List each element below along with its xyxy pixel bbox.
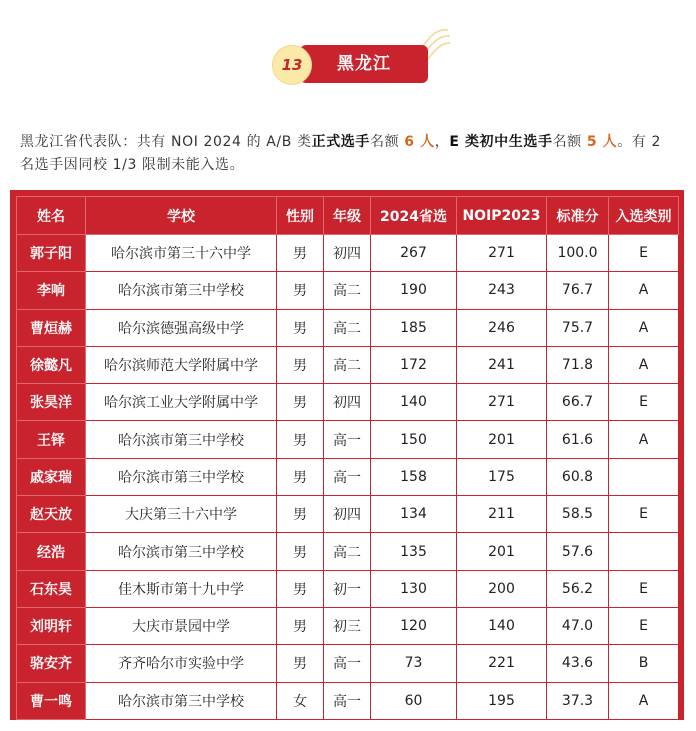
cell-gender: 男 bbox=[277, 346, 324, 383]
cell-name: 骆安齐 bbox=[17, 645, 86, 682]
cell-school: 哈尔滨工业大学附属中学 bbox=[86, 384, 277, 421]
table-row bbox=[17, 309, 679, 346]
cell-grade: 高二 bbox=[324, 346, 371, 383]
cell-provincial-score: 130 bbox=[371, 570, 457, 607]
cell-school: 大庆市景园中学 bbox=[86, 607, 277, 644]
cell-gender: 男 bbox=[277, 309, 324, 346]
cell-noip-score: 271 bbox=[457, 235, 547, 272]
cell-school: 哈尔滨市第三中学校 bbox=[86, 272, 277, 309]
cell-gender: 男 bbox=[277, 496, 324, 533]
cell-noip-score: 175 bbox=[457, 458, 547, 495]
cell-noip-score: 200 bbox=[457, 570, 547, 607]
table-row bbox=[17, 421, 679, 458]
cell-selection-type: A bbox=[609, 272, 679, 309]
cell-noip-score: 246 bbox=[457, 309, 547, 346]
cell-gender: 男 bbox=[277, 384, 324, 421]
cell-school: 哈尔滨市第三十六中学 bbox=[86, 235, 277, 272]
intro-paragraph: 黑龙江省代表队：共有 NOI 2024 的 A/B 类正式选手名额 6 人，E 类初中生选手名额 5 人。有 2 名选手因同校 1/3 限制未能入选。 bbox=[20, 134, 662, 173]
cell-name: 李响 bbox=[17, 272, 86, 309]
header-noip-score: NOIP2023 bbox=[457, 197, 547, 235]
cell-grade: 高一 bbox=[324, 458, 371, 495]
table-row bbox=[17, 496, 679, 533]
header-gender: 性别 bbox=[277, 197, 324, 235]
team-table bbox=[16, 196, 679, 720]
table-row bbox=[17, 272, 679, 309]
cell-noip-score: 241 bbox=[457, 346, 547, 383]
cell-provincial-score: 267 bbox=[371, 235, 457, 272]
cell-standard-score: 76.7 bbox=[547, 272, 609, 309]
cell-selection-type: E bbox=[609, 235, 679, 272]
cell-noip-score: 140 bbox=[457, 607, 547, 644]
cell-gender: 男 bbox=[277, 533, 324, 570]
cell-grade: 初一 bbox=[324, 570, 371, 607]
cell-name: 王铎 bbox=[17, 421, 86, 458]
table-row bbox=[17, 235, 679, 272]
cell-provincial-score: 135 bbox=[371, 533, 457, 570]
cell-provincial-score: 73 bbox=[371, 645, 457, 682]
cell-school: 哈尔滨市第三中学校 bbox=[86, 421, 277, 458]
table-body bbox=[17, 235, 679, 720]
cell-school: 哈尔滨市第三中学校 bbox=[86, 533, 277, 570]
cell-grade: 高一 bbox=[324, 682, 371, 719]
cell-noip-score: 201 bbox=[457, 421, 547, 458]
header-name: 姓名 bbox=[17, 197, 86, 235]
cell-gender: 男 bbox=[277, 570, 324, 607]
cell-gender: 女 bbox=[277, 682, 324, 719]
cell-noip-score: 211 bbox=[457, 496, 547, 533]
cell-gender: 男 bbox=[277, 272, 324, 309]
cell-provincial-score: 190 bbox=[371, 272, 457, 309]
cell-grade: 高一 bbox=[324, 421, 371, 458]
section-number: 13 bbox=[272, 45, 312, 85]
section-title: 黑龙江 bbox=[300, 45, 428, 83]
header-school: 学校 bbox=[86, 197, 277, 235]
cell-selection-type bbox=[609, 458, 679, 495]
cell-school: 哈尔滨德强高级中学 bbox=[86, 309, 277, 346]
table-row bbox=[17, 533, 679, 570]
cell-provincial-score: 60 bbox=[371, 682, 457, 719]
cell-noip-score: 195 bbox=[457, 682, 547, 719]
cell-gender: 男 bbox=[277, 235, 324, 272]
cell-school: 哈尔滨市第三中学校 bbox=[86, 682, 277, 719]
cell-provincial-score: 158 bbox=[371, 458, 457, 495]
cell-gender: 男 bbox=[277, 458, 324, 495]
cell-school: 佳木斯市第十九中学 bbox=[86, 570, 277, 607]
cell-selection-type: A bbox=[609, 346, 679, 383]
cell-gender: 男 bbox=[277, 645, 324, 682]
cell-provincial-score: 150 bbox=[371, 421, 457, 458]
table-row bbox=[17, 645, 679, 682]
cell-grade: 高一 bbox=[324, 645, 371, 682]
cell-name: 戚家瑞 bbox=[17, 458, 86, 495]
cell-name: 曹一鸣 bbox=[17, 682, 86, 719]
cell-noip-score: 221 bbox=[457, 645, 547, 682]
cell-name: 石东昊 bbox=[17, 570, 86, 607]
cell-school: 哈尔滨市第三中学校 bbox=[86, 458, 277, 495]
cell-provincial-score: 172 bbox=[371, 346, 457, 383]
cell-selection-type: A bbox=[609, 682, 679, 719]
table-row bbox=[17, 384, 679, 421]
cell-name: 经浩 bbox=[17, 533, 86, 570]
cell-grade: 初三 bbox=[324, 607, 371, 644]
cell-grade: 高二 bbox=[324, 309, 371, 346]
cell-name: 徐懿凡 bbox=[17, 346, 86, 383]
cell-selection-type bbox=[609, 533, 679, 570]
header-selection-type: 入选类别 bbox=[609, 197, 679, 235]
cell-gender: 男 bbox=[277, 607, 324, 644]
cell-grade: 初四 bbox=[324, 235, 371, 272]
cell-selection-type: E bbox=[609, 384, 679, 421]
cell-provincial-score: 134 bbox=[371, 496, 457, 533]
cell-standard-score: 37.3 bbox=[547, 682, 609, 719]
cell-standard-score: 57.6 bbox=[547, 533, 609, 570]
cell-selection-type: A bbox=[609, 309, 679, 346]
table-row bbox=[17, 570, 679, 607]
cell-school: 哈尔滨师范大学附属中学 bbox=[86, 346, 277, 383]
cell-selection-type: E bbox=[609, 570, 679, 607]
cell-selection-type: E bbox=[609, 607, 679, 644]
cell-school: 大庆第三十六中学 bbox=[86, 496, 277, 533]
table-row bbox=[17, 458, 679, 495]
cell-selection-type: A bbox=[609, 421, 679, 458]
cell-name: 赵天放 bbox=[17, 496, 86, 533]
cell-provincial-score: 120 bbox=[371, 607, 457, 644]
cell-standard-score: 75.7 bbox=[547, 309, 609, 346]
cell-standard-score: 61.6 bbox=[547, 421, 609, 458]
cell-name: 郭子阳 bbox=[17, 235, 86, 272]
cell-noip-score: 271 bbox=[457, 384, 547, 421]
cell-standard-score: 58.5 bbox=[547, 496, 609, 533]
cell-standard-score: 66.7 bbox=[547, 384, 609, 421]
header-standard-score: 标准分 bbox=[547, 197, 609, 235]
cell-selection-type: E bbox=[609, 496, 679, 533]
cell-grade: 高二 bbox=[324, 533, 371, 570]
cell-noip-score: 243 bbox=[457, 272, 547, 309]
header-provincial-score: 2024省选 bbox=[371, 197, 457, 235]
cell-standard-score: 56.2 bbox=[547, 570, 609, 607]
table-row bbox=[17, 346, 679, 383]
team-table-frame bbox=[10, 190, 684, 720]
cell-standard-score: 43.6 bbox=[547, 645, 609, 682]
cell-name: 刘明轩 bbox=[17, 607, 86, 644]
cell-grade: 高二 bbox=[324, 272, 371, 309]
table-row bbox=[17, 607, 679, 644]
cell-standard-score: 100.0 bbox=[547, 235, 609, 272]
cell-provincial-score: 185 bbox=[371, 309, 457, 346]
cell-noip-score: 201 bbox=[457, 533, 547, 570]
cell-name: 曹烜赫 bbox=[17, 309, 86, 346]
cell-provincial-score: 140 bbox=[371, 384, 457, 421]
cell-name: 张昊洋 bbox=[17, 384, 86, 421]
cell-gender: 男 bbox=[277, 421, 324, 458]
cell-school: 齐齐哈尔市实验中学 bbox=[86, 645, 277, 682]
header-grade: 年级 bbox=[324, 197, 371, 235]
cell-grade: 初四 bbox=[324, 384, 371, 421]
cell-standard-score: 60.8 bbox=[547, 458, 609, 495]
cell-grade: 初四 bbox=[324, 496, 371, 533]
table-header-row bbox=[17, 197, 679, 235]
table-row bbox=[17, 682, 679, 719]
cell-selection-type: B bbox=[609, 645, 679, 682]
cell-standard-score: 47.0 bbox=[547, 607, 609, 644]
cell-standard-score: 71.8 bbox=[547, 346, 609, 383]
section-badge bbox=[272, 42, 432, 86]
